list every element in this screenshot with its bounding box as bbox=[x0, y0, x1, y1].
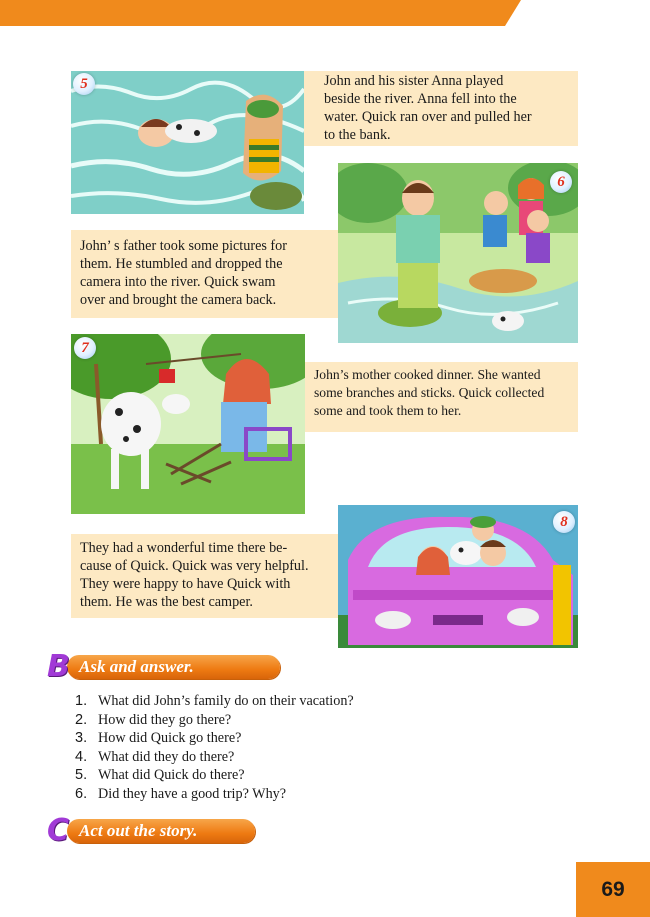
section-b-heading: Ask and answer. bbox=[67, 655, 280, 679]
caption-line: John’s mother cooked dinner. She wanted bbox=[314, 367, 541, 382]
caption-line: They had a wonderful time there be- bbox=[80, 540, 288, 556]
caption-line: beside the river. Anna fell into the bbox=[324, 91, 517, 107]
caption-panel-8 bbox=[71, 534, 338, 618]
caption-line: them. He was the best camper. bbox=[80, 594, 253, 610]
question-number: 4. bbox=[75, 748, 88, 765]
caption-line: They were happy to have Quick with bbox=[80, 576, 291, 592]
story-illustration-family-in-car bbox=[338, 505, 578, 648]
panel-number-8: 8 bbox=[553, 511, 575, 533]
list-item bbox=[75, 748, 354, 767]
caption-line: over and brought the camera back. bbox=[80, 292, 277, 308]
question-number: 3. bbox=[75, 730, 88, 746]
caption-line: them. He stumbled and dropped the bbox=[80, 256, 283, 272]
list-item bbox=[75, 692, 354, 711]
question-text: Did they have a good trip? Why? bbox=[98, 785, 287, 802]
story-illustration-river-rescue bbox=[71, 71, 304, 214]
question-number: 1. bbox=[75, 693, 88, 709]
story-illustration-collecting-sticks bbox=[71, 334, 305, 514]
question-text: How did Quick go there? bbox=[98, 730, 242, 746]
caption-line: John’ s father took some pictures for bbox=[80, 238, 287, 254]
section-b-letter: B bbox=[47, 649, 70, 684]
question-number: 6. bbox=[75, 785, 88, 802]
caption-line: water. Quick ran over and pulled her bbox=[324, 109, 532, 125]
caption-panel-6 bbox=[71, 230, 338, 318]
list-item bbox=[75, 729, 354, 748]
caption-panel-5 bbox=[304, 71, 578, 146]
top-orange-bar bbox=[0, 0, 650, 26]
question-text: What did John’s family do on their vacation? bbox=[98, 693, 354, 709]
caption-line: to the bank. bbox=[324, 127, 391, 143]
caption-line: John and his sister Anna played bbox=[324, 73, 504, 89]
caption-line: some and took them to her. bbox=[314, 403, 462, 418]
caption-line: camera into the river. Quick swam bbox=[80, 274, 276, 290]
question-text: What did Quick do there? bbox=[98, 767, 245, 783]
panel-number-5: 5 bbox=[73, 73, 95, 95]
caption-line: some branches and sticks. Quick collected bbox=[314, 385, 545, 400]
caption-panel-7 bbox=[305, 362, 578, 432]
story-illustration-camera-in-river bbox=[338, 163, 578, 343]
question-number: 2. bbox=[75, 711, 88, 728]
question-list bbox=[75, 692, 354, 803]
section-c-heading: Act out the story. bbox=[67, 819, 255, 843]
panel-number-7: 7 bbox=[74, 337, 96, 359]
panel-number-6: 6 bbox=[550, 171, 572, 193]
section-c-letter: C bbox=[47, 813, 70, 848]
page-number: 69 bbox=[576, 862, 650, 917]
question-text: What did they do there? bbox=[98, 748, 235, 765]
question-number: 5. bbox=[75, 767, 88, 783]
caption-line: cause of Quick. Quick was very helpful. bbox=[80, 558, 309, 574]
list-item bbox=[75, 711, 354, 730]
question-text: How did they go there? bbox=[98, 711, 232, 728]
list-item bbox=[75, 766, 354, 785]
list-item bbox=[75, 785, 354, 804]
